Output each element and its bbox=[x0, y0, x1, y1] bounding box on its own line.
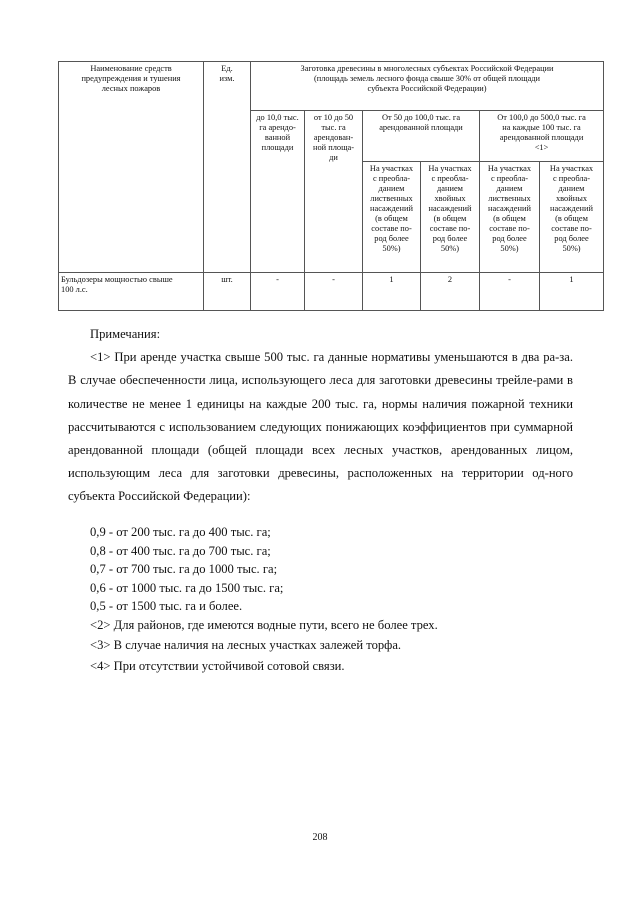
note-2: <2> Для районов, где имеются водные пути, всего не более трех. bbox=[90, 617, 438, 632]
header-50-to-100: От 50 до 100,0 тыс. га арендованной площади bbox=[363, 111, 480, 162]
header-up-to-10: до 10,0 тыс. га арендо- ванной площади bbox=[251, 111, 305, 273]
coefficients-list bbox=[90, 523, 570, 675]
header-coniferous: На участках с преобла- данием хвойных насаждений (в общем составе по- род более 50%) bbox=[421, 162, 480, 273]
row-cell: 2 bbox=[421, 273, 480, 311]
coefficient-item: 0,8 - от 400 тыс. га до 700 тыс. га; bbox=[90, 543, 271, 558]
note-4: <4> При отсутствии устойчивой сотовой связи. bbox=[90, 658, 345, 673]
header-10-to-50: от 10 до 50 тыс. га арендован- ной площа- ди bbox=[305, 111, 363, 273]
row-cell: - bbox=[305, 273, 363, 311]
page-number: 208 bbox=[312, 832, 328, 843]
row-cell: - bbox=[480, 273, 540, 311]
header-coniferous: На участках с преобла- данием хвойных насаждений (в общем составе по- род более 50%) bbox=[540, 162, 604, 273]
row-name: Бульдозеры мощностью свыше 100 л.с. bbox=[59, 273, 204, 311]
coefficient-item: 0,5 - от 1500 тыс. га и более. bbox=[90, 599, 243, 613]
table-row bbox=[59, 273, 604, 311]
notes-title: Примечания: bbox=[90, 327, 161, 341]
header-name: Наименование средств предупреждения и тушения лесных пожаров bbox=[59, 62, 204, 273]
row-cell: 1 bbox=[363, 273, 421, 311]
norms-table bbox=[58, 61, 604, 311]
coefficient-item: 0,7 - от 700 тыс. га до 1000 тыс. га; bbox=[90, 562, 278, 576]
row-cell: 1 bbox=[540, 273, 604, 311]
coefficient-item: 0,6 - от 1000 тыс. га до 1500 тыс. га; bbox=[90, 580, 284, 595]
coefficient-item: 0,9 - от 200 тыс. га до 400 тыс. га; bbox=[90, 525, 271, 539]
header-100-to-500: От 100,0 до 500,0 тыс. га на каждые 100 тыс. га арендованной площади <1> bbox=[480, 111, 604, 162]
notes-section bbox=[68, 323, 573, 509]
header-deciduous: На участках с преобла- данием лиственных насаждений (в общем составе по- род более 50%) bbox=[363, 162, 421, 273]
header-deciduous: На участках с преобла- данием лиственных насаждений (в общем составе по- род более 50%) bbox=[480, 162, 540, 273]
header-unit: Ед. изм. bbox=[204, 62, 251, 273]
note-3: <3> В случае наличия на лесных участках залежей торфа. bbox=[90, 638, 402, 652]
note-1: <1> При аренде участка свыше 500 тыс. га данные нормативы уменьшаются в два ра-за. В случае обеспеченности лица, использующего леса для заготовки древесины трейле-рами в количестве не менее 1 единицы на каждые 200 тыс. га, нормы наличия пожарной техники рассчитываются с использованием следующих понижающих коэффициентов при суммарной арендованной площади (общей площади всех лесных участков, арендованных лицом, использующим леса для заготовки древесины, расположенных на территории од-ного субъекта Российской Федерации): bbox=[68, 350, 573, 504]
header-harvest-group: Заготовка древесины в многолесных субъектах Российской Федерации (площадь земель лесного фонда свыше 30% от общей площади субъекта Российской Федерации) bbox=[251, 62, 604, 111]
row-cell: - bbox=[251, 273, 305, 311]
row-unit: шт. bbox=[204, 273, 251, 311]
